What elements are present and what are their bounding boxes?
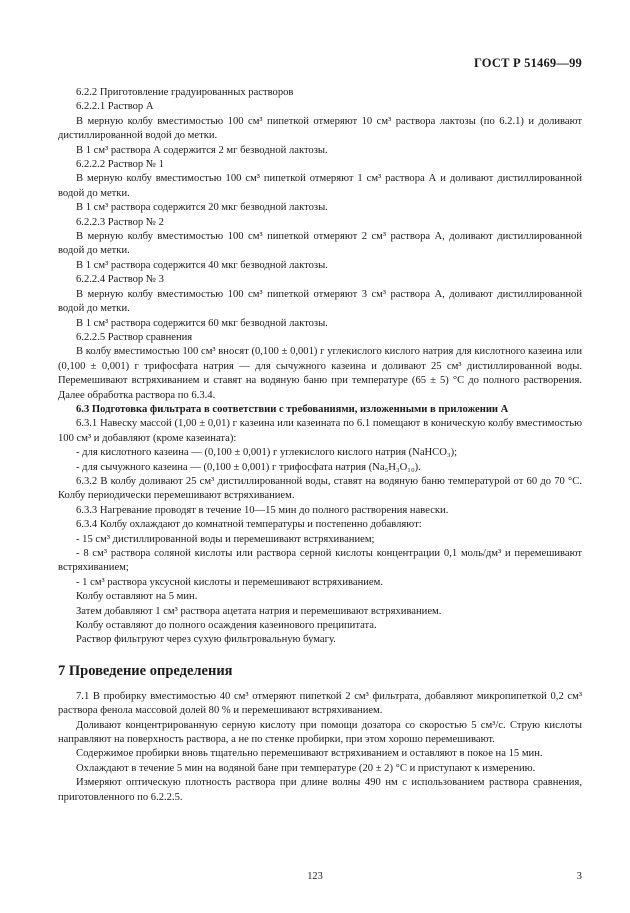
page-number-right: 3 [576,871,582,882]
list-item: - 1 см³ раствора уксусной кислоты и перемешивают встряхиванием. [76,576,383,588]
page-number-center: 123 [307,871,323,882]
paragraph: В колбу вместимостью 100 см³ вносят (0,100 ± 0,001) г углекислого кислого натрия для кислотного казеина или (0,100 ± 0,001) г трифосфата натрия — для сычужного казеина и доливают 25 см³ дистиллированной воды. Перемешивают встряхиванием и ставят на водяную баню при температуре (65 ± 5) °С до полного растворения. Далее обработка раствора по 6.3.4. [58,346,582,401]
paragraph: В 1 см³ раствора содержится 60 мкг безводной лактозы. [76,317,328,329]
list-item: - для сычужного казеина — (0,100 ± 0,001) г трифосфата натрия (Na₅H₃O₁₀). [76,461,421,473]
paragraph: В мерную колбу вместимостью 100 см³ пипеткой отмеряют 1 см³ раствора А и доливают дистиллированной водой до метки. [58,173,582,199]
paragraph: Измеряют оптическую плотность раствора при длине волны 490 нм с использованием раствора сравнения, приготовленного по 6.2.2.5. [58,777,582,803]
standard-header: ГОСТ Р 51469—99 [473,56,582,70]
paragraph: Затем добавляют 1 см³ раствора ацетата натрия и перемешивают встряхиванием. [76,605,442,617]
item-heading: 6.2.2.3 Раствор № 2 [76,216,164,228]
paragraph: 6.3.2 В колбу доливают 25 см³ дистиллированной воды, ставят на водяную баню температурой от 60 до 70 °С. Колбу периодически перемешивают встряхиванием. [58,475,582,502]
paragraph: 6.3.1 Навеску массой (1,00 ± 0,01) г казеина или казеината по 6.1 помещают в коническую колбу вместимостью 100 см³ и добавляют (кроме казеината): [58,418,582,444]
paragraph: Раствор фильтруют через сухую фильтровальную бумагу. [76,634,336,646]
item-heading: 6.2.2.4 Раствор № 3 [76,274,164,286]
paragraph: 6.3.4 Колбу охлаждают до комнатной температуры и постепенно добавляют: [76,519,422,531]
paragraph: В мерную колбу вместимостью 100 см³ пипеткой отмеряют 3 см³ раствора А, доливают дистиллированной водой до метки. [58,288,582,315]
paragraph: В мерную колбу вместимостью 100 см³ пипеткой отмеряют 2 см³ раствора А, доливают дистиллированной водой до метки. [58,231,582,257]
paragraph: В 1 см³ раствора содержится 40 мкг безводной лактозы. [76,259,328,271]
list-item: - 8 см³ раствора соляной кислоты или раствора серной кислоты концентрации 0,1 моль/дм³ и перемешивают встряхиванием; [58,548,582,574]
paragraph: Содержимое пробирки вновь тщательно перемешивают встряхиванием и оставляют в покое на 15 мин. [76,748,543,760]
paragraph: Доливают концентрированную серную кислоту при помощи дозатора со скоростью 5 см³/с. Струю кислоты направляют на поверхность раствора, а не по стенке пробирки, при этом хорошо перемешивают. [58,719,582,746]
subsection-heading: 6.2.2 Приготовление градуированных растворов [76,87,294,98]
paragraph: В мерную колбу вместимостью 100 см³ пипеткой отмеряют 10 см³ раствора лактозы (по 6.2.1) и доливают дистиллированной водой до метки. [58,115,582,142]
paragraph: В 1 см³ раствора А содержится 2 мг безводной лактозы. [76,144,328,156]
document-body [58,86,582,805]
item-heading: 6.2.2.5 Раствор сравнения [76,331,193,343]
item-heading: 6.2.2.1 Раствор А [76,101,154,113]
paragraph: Колбу оставляют до полного осаждения казеинового преципитата. [76,620,377,632]
paragraph: 6.3.3 Нагревание проводят в течение 10—15 мин до полного растворения навески. [76,504,449,516]
item-heading: 6.2.2.2 Раствор № 1 [76,159,164,171]
section-title: 7 Проведение определения [58,662,233,679]
paragraph: В 1 см³ раствора содержится 20 мкг безводной лактозы. [76,202,328,214]
list-item: - 15 см³ дистиллированной воды и перемешивают встряхиванием; [76,533,375,545]
paragraph: Колбу оставляют на 5 мин. [76,591,198,603]
paragraph: Охлаждают в течение 5 мин на водяной бане при температуре (20 ± 2) °С и приступают к измерению. [76,762,536,774]
list-item: - для кислотного казеина — (0,100 ± 0,001) г углекислого кислого натрия (NaHCO₃); [76,447,458,459]
subsection-heading-bold: 6.3 Подготовка фильтрата в соответствии с требованиями, изложенными в приложении А [76,403,509,415]
paragraph: 7.1 В пробирку вместимостью 40 см³ отмеряют пипеткой 2 см³ фильтрата, добавляют микропипеткой 0,2 см³ раствора фенола массовой долей 80 % и перемешивают встряхиванием. [58,690,582,717]
